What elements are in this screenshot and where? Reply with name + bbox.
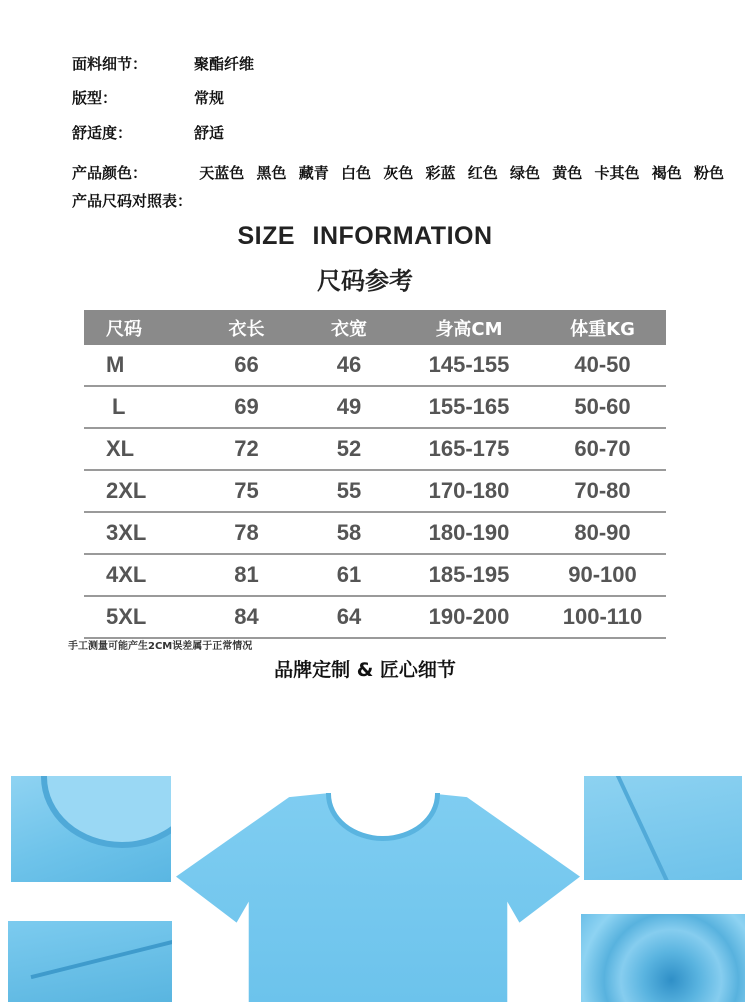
cell-size: 2XL (106, 478, 147, 503)
cell-weight: 50-60 (574, 394, 631, 419)
cell-length: 81 (234, 562, 259, 587)
color-item: 黄色 (552, 164, 583, 182)
color-list (194, 164, 724, 182)
spec-comfort (72, 122, 224, 143)
cell-height: 180-190 (428, 520, 510, 545)
color-item: 红色 (467, 164, 498, 182)
color-item: 黑色 (256, 164, 287, 182)
cell-height: 145-155 (428, 352, 510, 377)
tshirt-image (176, 793, 580, 1002)
cell-weight: 80-90 (574, 520, 631, 545)
color-item: 藏青 (298, 164, 329, 182)
header-weight: 体重KG (570, 318, 635, 340)
size-chart-label: 产品尺码对照表： (72, 192, 193, 210)
cell-height: 185-195 (428, 562, 510, 587)
cell-weight: 70-80 (574, 478, 631, 503)
cell-size: 4XL (106, 562, 147, 587)
table-row (84, 387, 666, 429)
cell-size: 3XL (106, 520, 147, 545)
cell-size: M (106, 352, 125, 377)
cell-weight: 100-110 (562, 604, 643, 629)
cell-size: XL (106, 436, 135, 461)
spec-label: 舒适度： (72, 124, 133, 142)
size-title: SIZE INFORMATION (237, 222, 493, 250)
size-table (84, 310, 666, 639)
color-item: 白色 (340, 164, 371, 182)
fabric-seam-image (584, 776, 742, 880)
cell-width: 64 (336, 604, 362, 629)
fabric-texture-image (581, 914, 745, 1002)
cell-width: 61 (336, 562, 362, 587)
cell-width: 49 (336, 394, 362, 419)
header-width: 衣宽 (331, 318, 367, 340)
cell-height: 155-165 (428, 394, 510, 419)
cell-length: 84 (234, 604, 259, 629)
table-header (84, 310, 666, 345)
size-subtitle: 尺码参考 (317, 267, 413, 295)
spec-label: 版型： (72, 89, 118, 107)
cell-weight: 40-50 (574, 352, 631, 377)
color-item: 卡其色 (594, 164, 640, 182)
cell-width: 46 (336, 352, 362, 377)
cell-width: 58 (336, 520, 362, 545)
cell-weight: 60-70 (574, 436, 631, 461)
table-row (84, 597, 666, 639)
header-length: 衣长 (228, 318, 265, 340)
color-item: 彩蓝 (425, 164, 456, 182)
cell-length: 69 (234, 394, 259, 419)
table-row (84, 345, 666, 387)
cell-height: 170-180 (428, 478, 510, 503)
measurement-note: 手工测量可能产生2CM误差属于正常情况 (68, 641, 253, 652)
color-item: 灰色 (383, 164, 414, 182)
header-size: 尺码 (106, 318, 142, 340)
spec-value: 聚酯纤维 (194, 55, 255, 73)
color-item: 天蓝色 (199, 164, 245, 182)
cell-length: 72 (234, 436, 259, 461)
cell-length: 75 (234, 478, 259, 503)
cell-length: 66 (234, 352, 259, 377)
color-item: 褐色 (651, 164, 682, 182)
spec-label: 面料细节： (72, 55, 148, 73)
table-row (84, 429, 666, 471)
cell-height: 190-200 (428, 604, 510, 629)
header-height: 身高CM (435, 318, 503, 340)
spec-fabric (72, 53, 254, 74)
color-item: 绿色 (509, 164, 540, 182)
cell-size: L (112, 394, 126, 419)
brand-heading: 品牌定制 & 匠心细节 (274, 659, 456, 681)
cell-weight: 90-100 (568, 562, 637, 587)
spec-colors (72, 162, 724, 183)
sleeve-detail-image (8, 921, 172, 1002)
cell-width: 52 (336, 436, 362, 461)
table-row (84, 513, 666, 555)
cell-size: 5XL (106, 604, 147, 629)
cell-width: 55 (336, 478, 362, 503)
cell-length: 78 (234, 520, 259, 545)
spec-fit (72, 87, 224, 108)
collar-detail-image (11, 776, 171, 882)
spec-label: 产品颜色： (72, 164, 148, 182)
spec-value: 常规 (194, 89, 225, 107)
color-item: 粉色 (693, 164, 724, 182)
cell-height: 165-175 (428, 436, 510, 461)
table-row (84, 471, 666, 513)
table-row (84, 555, 666, 597)
spec-value: 舒适 (194, 124, 225, 142)
